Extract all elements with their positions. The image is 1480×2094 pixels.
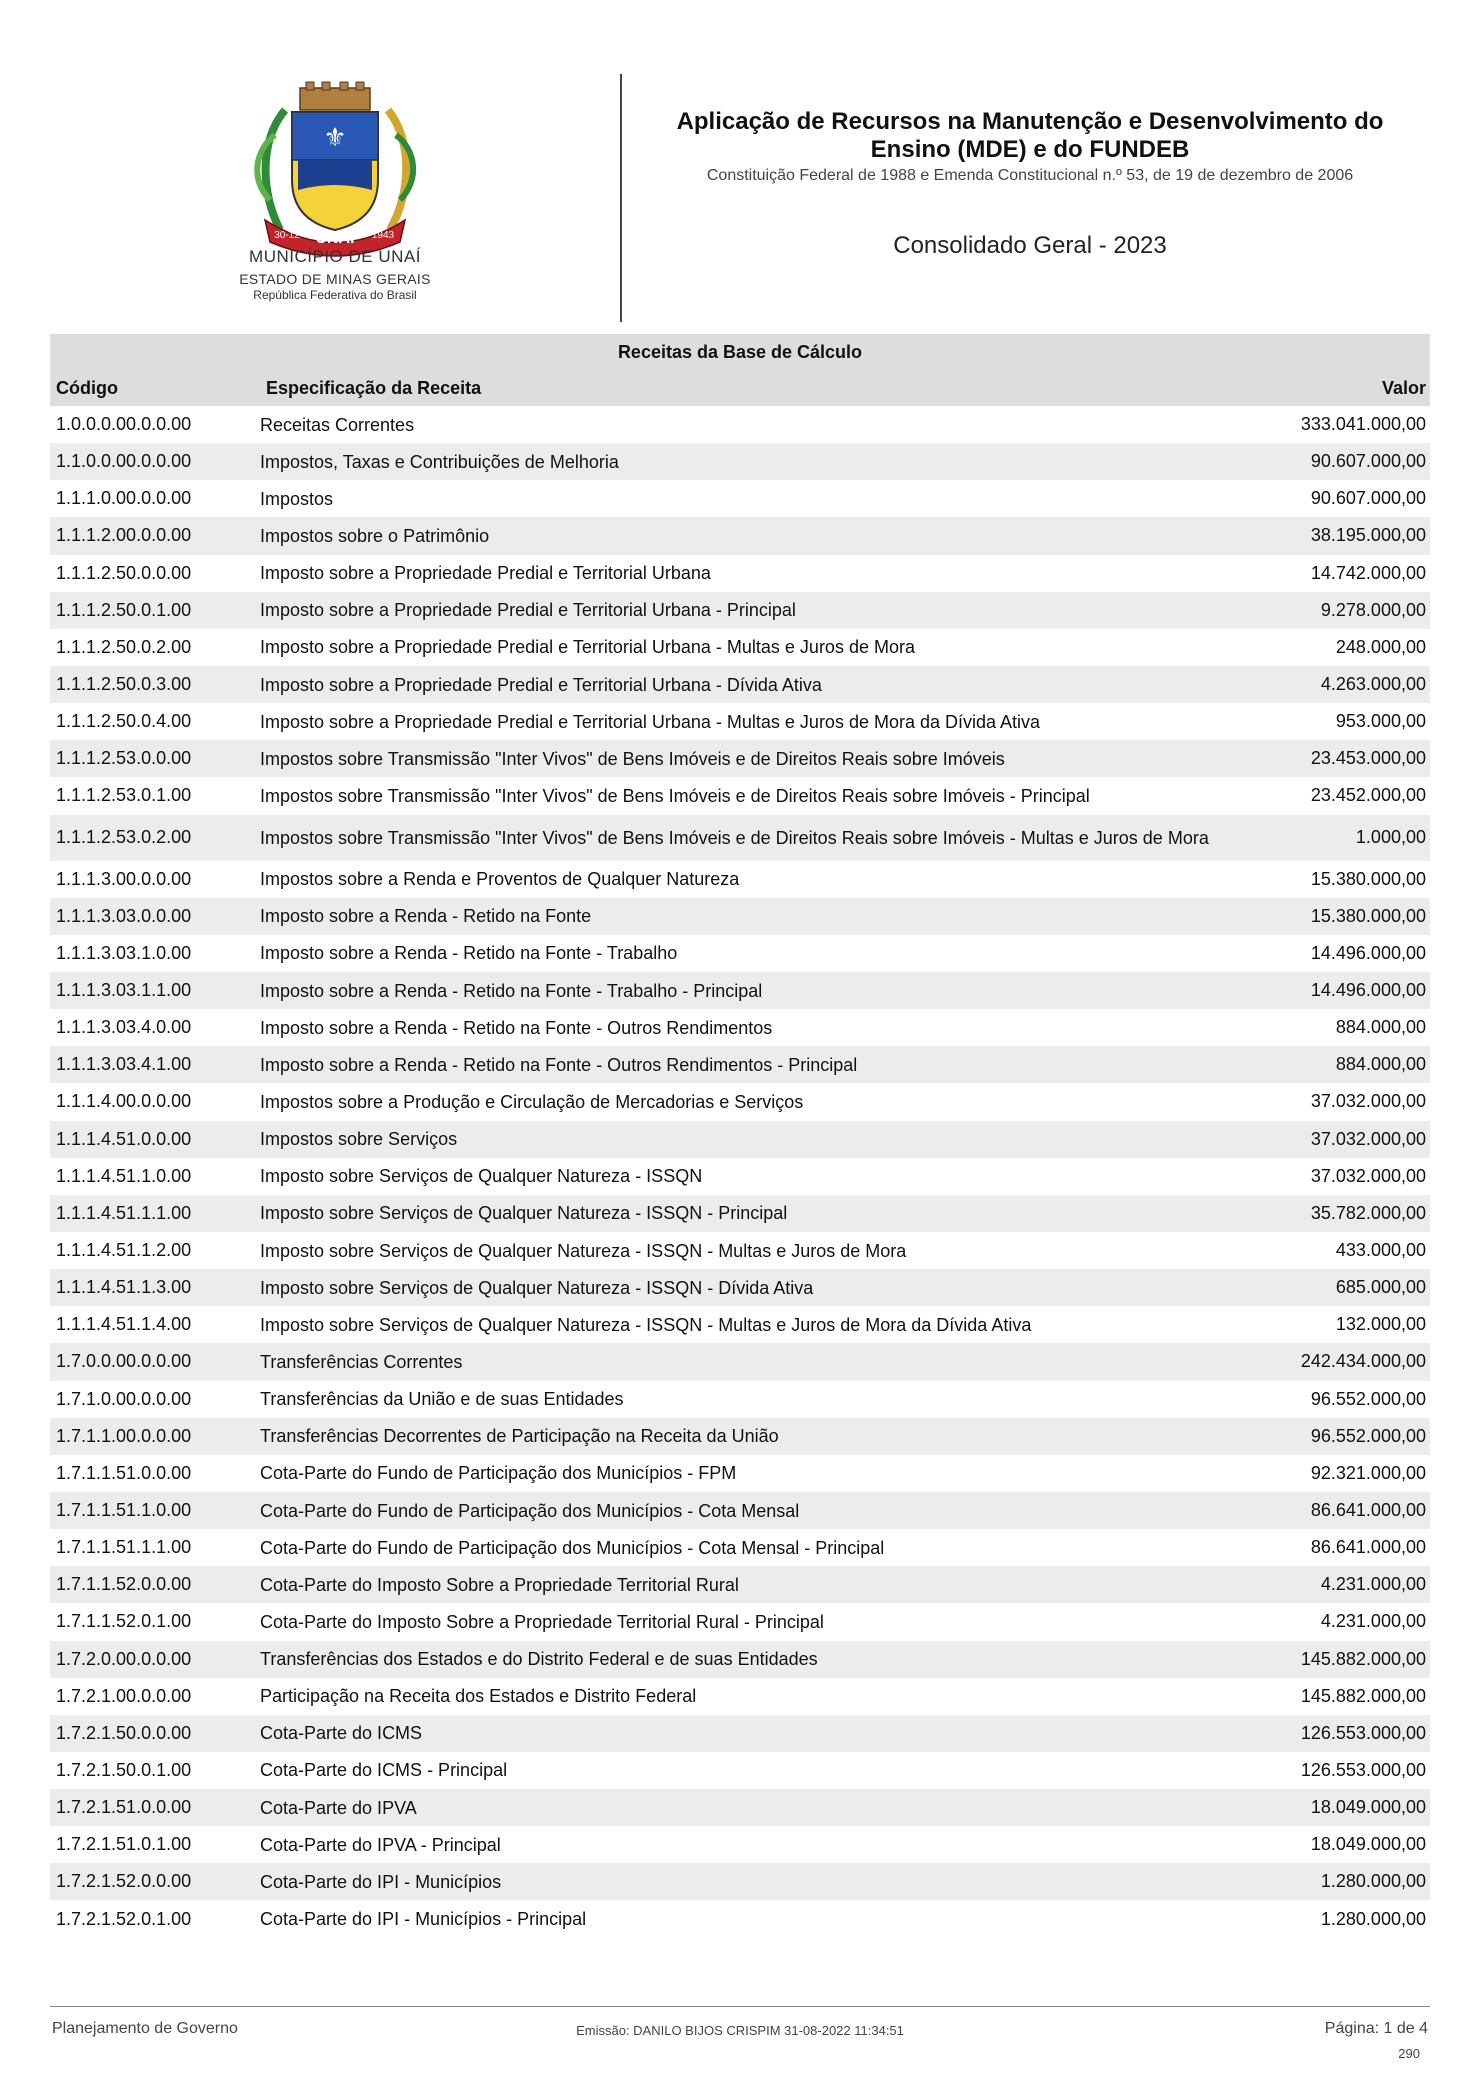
table-row [50,1603,1430,1640]
table-row [50,1269,1430,1306]
table-row [50,935,1430,972]
row-code: 1.7.2.1.50.0.0.00 [56,1722,192,1743]
table-row [50,1789,1430,1826]
row-description: Cota-Parte do IPI - Municípios [260,1871,502,1892]
footer-divider [50,2006,1430,2007]
row-value: 1.280.000,00 [1320,1908,1426,1929]
table-row [50,1826,1430,1863]
row-code: 1.1.1.2.00.0.0.00 [56,525,192,546]
row-description: Imposto sobre a Propriedade Predial e Territorial Urbana - Dívida Ativa [260,674,822,695]
row-value: 37.032.000,00 [1310,1091,1426,1112]
table-row [50,1195,1430,1232]
row-code: 1.1.1.2.53.0.2.00 [56,827,192,848]
row-code: 1.7.2.0.00.0.0.00 [56,1648,192,1669]
table-row [50,592,1430,629]
table-row [50,861,1430,898]
table-row [50,1083,1430,1120]
table-row [50,898,1430,935]
row-value: 685.000,00 [1335,1277,1426,1298]
table-row [50,443,1430,480]
row-code: 1.7.1.1.00.0.0.00 [56,1425,192,1446]
row-description: Imposto sobre a Renda - Retido na Fonte - Outros Rendimentos - Principal [260,1054,858,1075]
row-code: 1.1.1.2.53.0.1.00 [56,785,192,806]
row-description: Cota-Parte do ICMS [260,1723,423,1744]
row-value: 1.280.000,00 [1320,1871,1426,1892]
row-description: Transferências Decorrentes de Participação na Receita da União [260,1426,779,1447]
row-code: 1.1.1.2.50.0.3.00 [56,674,192,695]
row-value: 15.380.000,00 [1310,868,1426,889]
row-description: Cota-Parte do IPI - Municípios - Principal [260,1909,587,1930]
row-code: 1.7.1.1.52.0.1.00 [56,1611,192,1632]
row-code: 1.7.2.1.00.0.0.00 [56,1685,192,1706]
row-value: 884.000,00 [1335,1017,1426,1038]
table-column-header [50,370,1430,406]
row-value: 145.882.000,00 [1300,1648,1426,1669]
row-value: 23.452.000,00 [1310,785,1426,806]
row-description: Cota-Parte do Fundo de Participação dos Municípios - FPM [260,1463,737,1484]
row-code: 1.1.1.4.51.1.3.00 [56,1277,192,1298]
table-row [50,1715,1430,1752]
row-description: Imposto sobre a Renda - Retido na Fonte - Trabalho - Principal [260,980,763,1001]
footer-emission: Emissão: DANILO BIJOS CRISPIM 31-08-2022 11:34:51 [576,2023,904,2038]
row-code: 1.7.1.1.51.0.0.00 [56,1462,192,1483]
row-code: 1.7.1.1.51.1.1.00 [56,1537,192,1558]
table-row [50,1900,1430,1937]
row-value: 145.882.000,00 [1300,1685,1426,1706]
row-value: 953.000,00 [1335,711,1426,732]
row-description: Impostos sobre Serviços [260,1129,458,1150]
row-value: 14.496.000,00 [1310,980,1426,1001]
row-value: 4.263.000,00 [1320,674,1426,695]
row-code: 1.7.2.1.51.0.1.00 [56,1834,192,1855]
row-code: 1.1.1.2.50.0.2.00 [56,636,192,657]
table-row [50,517,1430,554]
row-value: 38.195.000,00 [1310,525,1426,546]
row-description: Cota-Parte do Imposto Sobre a Propriedade Territorial Rural [260,1574,739,1595]
row-description: Participação na Receita dos Estados e Distrito Federal [260,1686,697,1707]
report-title: Aplicação de Recursos na Manutenção e Desenvolvimento do Ensino (MDE) e do FUNDEB [676,108,1384,163]
row-description: Imposto sobre a Propriedade Predial e Territorial Urbana - Multas e Juros de Mora [260,637,915,658]
table-row [50,629,1430,666]
footer-page-number: 290 [1398,2046,1420,2061]
row-code: 1.1.1.3.03.4.0.00 [56,1017,192,1038]
row-description: Impostos sobre Transmissão "Inter Vivos" de Bens Imóveis e de Direitos Reais sobre Imóveis [260,748,1005,769]
table-row [50,666,1430,703]
row-description: Imposto sobre Serviços de Qualquer Natureza - ISSQN - Multas e Juros de Mora [260,1240,907,1261]
footer-department: Planejamento de Governo [52,2020,238,2037]
row-code: 1.1.1.3.03.4.1.00 [56,1054,192,1075]
row-value: 86.641.000,00 [1310,1537,1426,1558]
row-description: Imposto sobre a Propriedade Predial e Territorial Urbana [260,563,711,584]
row-description: Cota-Parte do IPVA - Principal [260,1834,501,1855]
row-code: 1.7.1.1.51.1.0.00 [56,1500,192,1520]
row-code: 1.7.1.0.00.0.0.00 [56,1388,192,1409]
row-description: Impostos sobre Transmissão "Inter Vivos" de Bens Imóveis e de Direitos Reais sobre Imóveis - Multas e Juros de Mora [260,827,1209,848]
table-row [50,1381,1430,1418]
table-row [50,1158,1430,1195]
row-description: Cota-Parte do Imposto Sobre a Propriedade Territorial Rural - Principal [260,1611,824,1632]
row-value: 1.000,00 [1355,827,1426,848]
logo-ribbon-date-left: 30-12 [274,230,300,241]
row-value: 9.278.000,00 [1320,599,1426,620]
revenue-table [50,334,1430,1938]
row-description: Impostos sobre a Renda e Proventos de Qualquer Natureza [260,869,740,890]
municipal-coat-of-arms-logo [240,80,430,260]
row-value: 14.742.000,00 [1310,562,1426,583]
row-value: 132.000,00 [1335,1314,1426,1335]
row-code: 1.0.0.0.00.0.0.00 [56,414,192,435]
row-description: Impostos sobre Transmissão "Inter Vivos" de Bens Imóveis e de Direitos Reais sobre Imóveis - Principal [260,785,1090,806]
consolidated-label: Consolidado Geral - 2023 [893,232,1167,259]
row-description: Cota-Parte do ICMS - Principal [260,1760,508,1781]
row-value: 242.434.000,00 [1300,1351,1426,1372]
row-description: Imposto sobre Serviços de Qualquer Natureza - ISSQN [260,1166,703,1187]
row-value: 37.032.000,00 [1310,1128,1426,1149]
table-row [50,1306,1430,1343]
row-code: 1.1.1.3.03.1.0.00 [56,942,192,963]
row-description: Imposto sobre a Propriedade Predial e Territorial Urbana - Principal [260,600,796,621]
row-value: 126.553.000,00 [1300,1722,1426,1743]
table-section-title: Receitas da Base de Cálculo [50,334,1430,370]
row-value: 90.607.000,00 [1310,488,1426,509]
row-value: 4.231.000,00 [1320,1574,1426,1595]
row-code: 1.7.2.1.50.0.1.00 [56,1759,192,1780]
row-code: 1.1.1.2.53.0.0.00 [56,748,192,769]
column-header-description: Especificação da Receita [266,377,482,398]
row-value: 15.380.000,00 [1310,905,1426,926]
row-value: 126.553.000,00 [1300,1759,1426,1780]
row-code: 1.1.1.3.03.0.0.00 [56,905,192,926]
row-description: Impostos sobre o Patrimônio [260,525,490,546]
logo-ribbon-date-right: 1943 [371,230,395,241]
row-value: 333.041.000,00 [1300,414,1426,435]
row-value: 14.496.000,00 [1310,942,1426,963]
row-description: Imposto sobre a Renda - Retido na Fonte [260,906,592,927]
row-code: 1.1.1.4.00.0.0.00 [56,1091,192,1112]
row-description: Impostos [260,488,334,509]
row-code: 1.1.1.4.51.0.0.00 [56,1128,192,1149]
table-row [50,1863,1430,1900]
table-row [50,815,1430,861]
row-value: 433.000,00 [1335,1240,1426,1261]
table-row [50,1343,1430,1380]
row-value: 884.000,00 [1335,1054,1426,1075]
row-code: 1.7.0.0.00.0.0.00 [56,1351,192,1372]
table-row [50,406,1430,443]
row-code: 1.7.2.1.52.0.0.00 [56,1871,192,1892]
row-code: 1.1.1.4.51.1.2.00 [56,1240,192,1261]
row-description: Cota-Parte do IPVA [260,1797,417,1818]
row-value: 18.049.000,00 [1310,1834,1426,1855]
row-description: Cota-Parte do Fundo de Participação dos Municípios - Cota Mensal - Principal [260,1537,885,1558]
legal-reference: Constituição Federal de 1988 e Emenda Constitucional n.º 53, de 19 de dezembro de 2006 [706,167,1354,184]
footer-pagination: Página: 1 de 4 [1324,2020,1428,2037]
table-row [50,1492,1430,1529]
row-description: Imposto sobre Serviços de Qualquer Natureza - ISSQN - Dívida Ativa [260,1277,814,1298]
row-value: 248.000,00 [1335,636,1426,657]
table-row [50,555,1430,592]
table-row [50,1418,1430,1455]
table-row [50,703,1430,740]
row-value: 86.641.000,00 [1310,1500,1426,1520]
table-row [50,1641,1430,1678]
row-code: 1.7.2.1.51.0.0.00 [56,1797,192,1818]
header-divider [620,74,622,322]
table-row [50,1046,1430,1083]
row-code: 1.1.1.3.00.0.0.00 [56,868,192,889]
table-row [50,480,1430,517]
row-description: Imposto sobre a Propriedade Predial e Territorial Urbana - Multas e Juros de Mora da Dívida Ativa [260,711,1041,732]
row-value: 96.552.000,00 [1310,1388,1426,1409]
table-row [50,777,1430,814]
row-description: Receitas Correntes [260,414,415,435]
logo-ribbon-text: UNAÍ [315,230,355,247]
republic-name: República Federativa do Brasil [253,288,417,302]
table-row [50,1232,1430,1269]
table-row [50,1455,1430,1492]
svg-text:⚜: ⚜ [323,123,347,153]
table-row [50,1529,1430,1566]
row-value: 92.321.000,00 [1310,1462,1426,1483]
row-code: 1.1.1.2.50.0.4.00 [56,711,192,732]
table-row [50,972,1430,1009]
row-description: Cota-Parte do Fundo de Participação dos Municípios - Cota Mensal [260,1500,800,1521]
table-row [50,1121,1430,1158]
table-row [50,740,1430,777]
row-code: 1.7.2.1.52.0.1.00 [56,1908,192,1929]
row-code: 1.1.0.0.00.0.0.00 [56,451,192,472]
row-value: 4.231.000,00 [1320,1611,1426,1632]
row-description: Transferências da União e de suas Entidades [260,1389,624,1410]
state-name: ESTADO DE MINAS GERAIS [239,271,431,287]
column-header-code: Código [56,377,118,398]
row-description: Imposto sobre a Renda - Retido na Fonte - Trabalho [260,943,678,964]
row-description: Imposto sobre Serviços de Qualquer Natureza - ISSQN - Multas e Juros de Mora da Dívida Ativa [260,1314,1032,1335]
column-header-value: Valor [1381,377,1426,398]
table-row [50,1752,1430,1789]
row-code: 1.1.1.4.51.1.4.00 [56,1314,192,1335]
row-code: 1.1.1.4.51.1.0.00 [56,1165,192,1186]
municipio-name: MUNICÍPIO DE UNAÍ [249,247,421,266]
row-code: 1.1.1.0.00.0.0.00 [56,488,192,509]
row-code: 1.1.1.2.50.0.1.00 [56,599,192,620]
row-value: 90.607.000,00 [1310,451,1426,472]
row-value: 35.782.000,00 [1310,1202,1426,1223]
report-header [0,0,1480,330]
row-description: Imposto sobre Serviços de Qualquer Natureza - ISSQN - Principal [260,1203,788,1224]
table-body [50,406,1430,1938]
row-description: Imposto sobre a Renda - Retido na Fonte - Outros Rendimentos [260,1017,773,1038]
row-code: 1.7.1.1.52.0.0.00 [56,1574,192,1595]
row-value: 18.049.000,00 [1310,1797,1426,1818]
row-description: Impostos, Taxas e Contribuições de Melhoria [260,451,619,472]
table-row [50,1566,1430,1603]
table-row [50,1678,1430,1715]
row-value: 96.552.000,00 [1310,1425,1426,1446]
row-description: Transferências Correntes [260,1351,463,1372]
row-value: 37.032.000,00 [1310,1165,1426,1186]
row-description: Transferências dos Estados e do Distrito Federal e de suas Entidades [260,1649,818,1670]
row-description: Impostos sobre a Produção e Circulação de Mercadorias e Serviços [260,1091,804,1112]
table-row [50,1009,1430,1046]
row-code: 1.1.1.3.03.1.1.00 [56,980,192,1001]
row-code: 1.1.1.2.50.0.0.00 [56,562,192,583]
row-value: 23.453.000,00 [1310,748,1426,769]
row-code: 1.1.1.4.51.1.1.00 [56,1202,192,1223]
